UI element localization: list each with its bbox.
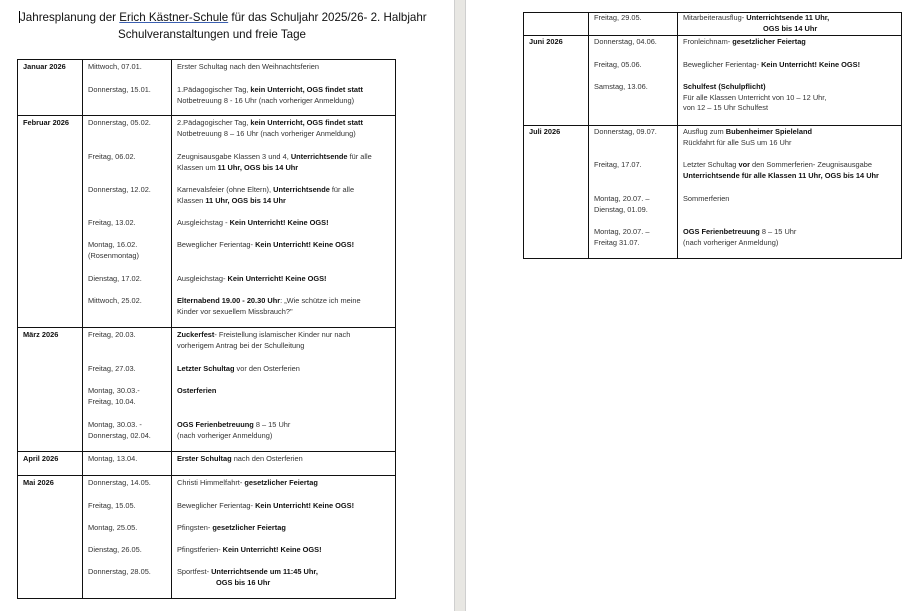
event-date: Freitag, 20.03. (88, 330, 136, 339)
text-bold: kein Unterricht, OGS findet statt (250, 85, 363, 94)
text-bold: gesetzlicher Feiertag (212, 523, 286, 532)
text-part: Für alle Klassen Unterricht von 10 – 12 Uhr, (683, 92, 827, 102)
text-part: : „Wie schütze ich meine (280, 296, 361, 305)
text-part: 8 – 15 Uhr (253, 420, 291, 429)
column-divider (171, 60, 172, 598)
text-part: vorherigem Antrag bei der Schulleitung (177, 340, 305, 350)
text-part: 1.Pädagogischer Tag, (177, 85, 251, 94)
text-part: Pfingsten- (177, 523, 213, 532)
row-divider (524, 35, 901, 36)
text-bold: Unterrichtsende (290, 152, 348, 161)
text-part: Beweglicher Ferientag- (683, 60, 762, 69)
event-date: Mittwoch, 07.01. (88, 62, 142, 71)
event-date: Freitag, 17.07. (594, 160, 642, 169)
event-date: Donnerstag, 12.02. (88, 185, 151, 194)
event-text (683, 60, 860, 71)
event-date: Freitag, 15.05. (88, 501, 136, 510)
text-part: den Sommerferien- Zeugnisausgabe (749, 160, 872, 169)
event-text (177, 386, 216, 397)
month-label: Juni 2026 (529, 37, 563, 46)
text-part: Notbetreuung 8 - 16 Uhr (nach vorheriger Anmeldung) (177, 95, 355, 105)
text-part: Christi Himmelfahrt- (177, 478, 245, 487)
text-bold: Kein Unterricht! Keine OGS! (222, 545, 322, 554)
event-text (683, 37, 806, 48)
text-bold: Osterferien (177, 386, 217, 395)
text-part: Zeugnisausgabe Klassen 3 und 4, (177, 152, 291, 161)
event-date: Donnerstag, 04.06. (594, 37, 657, 46)
event-text (177, 330, 350, 351)
text-part: 2.Pädagogischer Tag, (177, 118, 251, 127)
event-date: Donnerstag, 15.01. (88, 85, 151, 94)
text-part: (nach vorheriger Anmeldung) (683, 237, 779, 247)
schedule-table-right (523, 12, 902, 259)
date-line: Dienstag, 01.09. (594, 204, 648, 214)
event-date (88, 420, 151, 441)
text-part: (nach vorheriger Anmeldung) (177, 430, 273, 440)
text-bold: Unterrichtsende um 11:45 Uhr, (211, 567, 318, 576)
event-text: Sommerferien (683, 194, 730, 203)
event-text (177, 501, 354, 512)
text-bold: OGS bis 16 Uhr (216, 577, 271, 587)
event-date: Dienstag, 26.05. (88, 545, 142, 554)
date-line: Montag, 16.02. (88, 240, 138, 249)
document-title (19, 11, 427, 24)
event-text (177, 118, 363, 139)
text-part: - Freistellung islamischer Kinder nur nach (214, 330, 351, 339)
text-bold: Kein Unterricht! Keine OGS! (227, 274, 327, 283)
event-text (177, 185, 354, 206)
text-bold: Unterrichtsende für alle Klassen 11 Uhr, OGS bis 14 Uhr (683, 170, 879, 180)
event-date: Donnerstag, 28.05. (88, 567, 151, 576)
date-line: Montag, 30.03. - (88, 420, 142, 429)
text-bold: 11 Uhr, OGS bis 14 Uhr (217, 162, 299, 172)
text-part: Rückfahrt für alle SuS um 16 Uhr (683, 137, 792, 147)
row-divider (524, 125, 901, 126)
school-name: Erich Kästner-Schule (119, 11, 229, 24)
date-line: Freitag, 10.04. (88, 396, 136, 406)
event-text (177, 523, 286, 534)
event-text (177, 567, 318, 588)
event-text (177, 478, 318, 489)
title-suffix: für das Schuljahr 2025/26- 2. Halbjahr (228, 11, 427, 24)
month-label: April 2026 (23, 454, 59, 463)
date-line: Montag, 30.03.- (88, 386, 140, 395)
text-part: nach den Osterferien (231, 454, 303, 463)
schedule-table-left (17, 59, 396, 599)
text-bold: Kein Unterricht! Keine OGS! (255, 501, 355, 510)
text-part: Beweglicher Ferientag- (177, 240, 256, 249)
text-part: Sportfest- (177, 567, 212, 576)
event-date: Montag, 13.04. (88, 454, 138, 463)
text-bold: gesetzlicher Feiertag (732, 37, 806, 46)
text-bold: Bubenheimer Spieleland (725, 127, 812, 136)
event-text (177, 364, 300, 375)
event-date: Freitag, 27.03. (88, 364, 136, 373)
text-bold: OGS Ferienbetreuung (683, 227, 760, 236)
event-date (88, 386, 140, 407)
text-part: 8 – 15 Uhr (759, 227, 797, 236)
text-bold: Schulfest (Schulpflicht) (683, 82, 766, 91)
month-label: März 2026 (23, 330, 59, 339)
event-text (177, 454, 303, 465)
column-divider (588, 13, 589, 258)
event-date: Montag, 25.05. (88, 523, 138, 532)
event-text (177, 240, 354, 251)
event-date: Donnerstag, 05.02. (88, 118, 151, 127)
row-divider (18, 115, 395, 116)
date-line: Montag, 20.07. – (594, 194, 650, 203)
event-text (683, 160, 879, 181)
month-label: Januar 2026 (23, 62, 66, 71)
text-bold: Erster Schultag (177, 454, 232, 463)
row-divider (18, 451, 395, 452)
date-line: Donnerstag, 02.04. (88, 430, 151, 440)
event-date: Donnerstag, 09.07. (594, 127, 657, 136)
event-text (177, 152, 372, 173)
text-part: Ausflug zum (683, 127, 726, 136)
event-date: Freitag, 13.02. (88, 218, 136, 227)
text-part: für alle (347, 152, 372, 161)
row-divider (18, 327, 395, 328)
month-label: Juli 2026 (529, 127, 561, 136)
text-part: Kinder vor sexuellem Missbrauch?" (177, 306, 293, 316)
text-part: Letzter Schultag (683, 160, 739, 169)
column-divider (677, 13, 678, 258)
text-part: Klassen (177, 195, 206, 205)
title-prefix: Jahresplanung der (20, 11, 120, 24)
event-date: Freitag, 05.06. (594, 60, 642, 69)
text-part: Mitarbeiterausflug- (683, 13, 747, 22)
text-bold: OGS Ferienbetreuung (177, 420, 254, 429)
event-date: Samstag, 13.06. (594, 82, 648, 91)
event-date: Freitag, 06.02. (88, 152, 136, 161)
text-bold: Unterrichtsende (273, 185, 330, 194)
text-part: Notbetreuung 8 – 16 Uhr (nach vorheriger Anmeldung) (177, 128, 356, 138)
column-divider (82, 60, 83, 598)
event-text (177, 85, 363, 106)
row-divider (18, 475, 395, 476)
event-text (177, 274, 327, 285)
month-label: Mai 2026 (23, 478, 54, 487)
event-date: Dienstag, 17.02. (88, 274, 142, 283)
event-text (683, 82, 826, 114)
page-gap (454, 0, 466, 611)
text-bold: Kein Unterricht! Keine OGS! (229, 218, 329, 227)
text-part: Ausgleichstag- (177, 274, 228, 283)
text-bold: gesetzlicher Feiertag (244, 478, 318, 487)
text-part: Klassen um (177, 162, 218, 172)
event-text (177, 420, 290, 441)
text-part: Ausgleichstag - (177, 218, 230, 227)
month-label: Februar 2026 (23, 118, 70, 127)
document-subtitle: Schulveranstaltungen und freie Tage (118, 28, 306, 41)
text-part: vor den Osterferien (234, 364, 300, 373)
text-part: Karnevalsfeier (ohne Eltern), (177, 185, 274, 194)
event-date: Mittwoch, 25.02. (88, 296, 142, 305)
text-bold: Kein Unterricht! Keine OGS! (761, 60, 861, 69)
event-date (594, 194, 649, 215)
event-date (88, 240, 139, 261)
document-page-left (0, 0, 454, 611)
event-date (594, 227, 649, 248)
text-bold: Zuckerfest (177, 330, 215, 339)
event-text (683, 127, 812, 148)
text-bold: Unterrichtsende 11 Uhr, (746, 13, 830, 22)
event-date: Donnerstag, 14.05. (88, 478, 151, 487)
text-bold: Elternabend 19.00 - 20.30 Uhr (177, 296, 281, 305)
text-part: Pfingstferien- (177, 545, 223, 554)
text-part: Beweglicher Ferientag- (177, 501, 256, 510)
event-text: Erster Schultag nach den Weihnachtsferien (177, 62, 320, 71)
event-text (177, 218, 329, 229)
date-line: Freitag 31.07. (594, 237, 640, 247)
text-bold: OGS bis 14 Uhr (763, 23, 818, 33)
event-text (683, 227, 796, 248)
date-line: (Rosenmontag) (88, 250, 139, 260)
text-part: für alle (329, 185, 355, 194)
event-text (683, 13, 829, 34)
text-part: Fronleichnam- (683, 37, 733, 46)
event-text (177, 545, 322, 556)
event-date: Freitag, 29.05. (594, 13, 642, 22)
text-bold: vor (738, 160, 750, 169)
text-part: von 12 – 15 Uhr Schulfest (683, 103, 769, 112)
text-bold: kein Unterricht, OGS findet statt (250, 118, 363, 127)
text-bold: 11 Uhr, OGS bis 14 Uhr (205, 195, 286, 205)
text-bold: Kein Unterricht! Keine OGS! (255, 240, 355, 249)
date-line: Montag, 20.07. – (594, 227, 650, 236)
event-text (177, 296, 361, 317)
text-bold: Letzter Schultag (177, 364, 235, 373)
